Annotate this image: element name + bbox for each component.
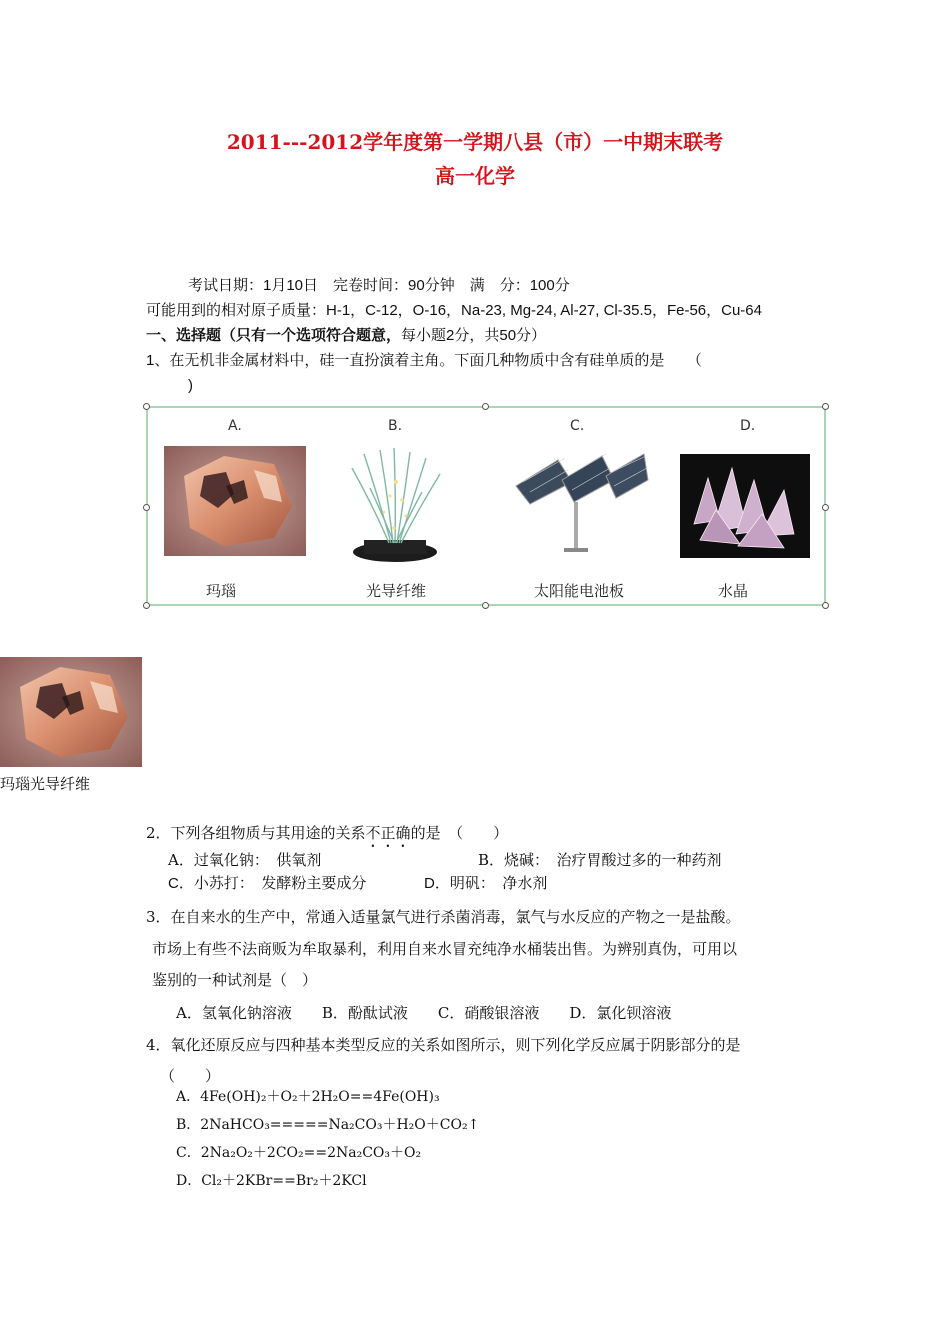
section-heading-rest: 每小题2分，共50分） [401, 327, 547, 344]
option-d-letter: D. [740, 418, 756, 434]
q2-option-b: B．烧碱： 治疗胃酸过多的一种药剂 [478, 851, 722, 869]
stray-caption: 玛瑙光导纤维 [0, 775, 91, 793]
resize-handle[interactable] [482, 602, 489, 609]
option-a-letter: A. [228, 418, 242, 434]
option-b-caption: 光导纤维 [366, 582, 427, 600]
option-b-letter: B. [388, 418, 403, 434]
q3-line-1: 3．在自来水的生产中，常通入适量氯气进行杀菌消毒，氯气与水反应的产物之一是盐酸。 [146, 908, 741, 926]
q1-stem: 1、在无机非金属材料中，硅一直扮演着主角。下面几种物质中含有硅单质的是 （ [146, 352, 702, 369]
resize-handle[interactable] [143, 602, 150, 609]
q2-stem-pre: 2．下列各组物质与其用途的关系 [146, 824, 366, 842]
q4-option-d: D．Cl₂＋2KBr==Br₂＋2KCl [176, 1173, 367, 1189]
q2-option-c: C．小苏打： 发酵粉主要成分 [168, 875, 367, 892]
atomic-masses-line: 可能用到的相对原子质量：H-1，C-12，O-16，Na-23, Mg-24, Al-27, Cl-35.5，Fe-56，Cu-64 [146, 302, 762, 319]
q3-options: A．氢氧化钠溶液 B．酚酞试液 C．硝酸银溶液 D．氯化钡溶液 [176, 1004, 672, 1022]
exam-info-line: 考试日期：1月10日 完卷时间：90分钟 满 分：100分 [188, 277, 570, 294]
resize-handle[interactable] [822, 403, 829, 410]
resize-handle[interactable] [143, 504, 150, 511]
optical-fiber-image [344, 448, 446, 564]
option-c-letter: C. [570, 418, 585, 434]
subject-title: 高一化学 [435, 164, 515, 188]
q2-stem [146, 823, 508, 851]
section-heading-bold: 一、选择题（只有一个选项符合题意， [146, 327, 402, 344]
q4-line-2: （ ） [160, 1067, 221, 1085]
q3-line-3: 鉴别的一种试剂是（ ） [152, 971, 318, 989]
q2-option-a: A．过氧化钠： 供氧剂 [168, 851, 322, 869]
q2-stem-post: 的是 （ ） [410, 824, 509, 842]
resize-handle[interactable] [822, 504, 829, 511]
q4-option-c: C．2Na₂O₂＋2CO₂==2Na₂CO₃＋O₂ [176, 1145, 422, 1161]
exam-title: 2011---2012学年度第一学期八县（市）一中期末联考 [226, 130, 724, 154]
option-a-caption: 玛瑙 [206, 582, 237, 600]
agate-image [164, 446, 306, 556]
option-d-caption: 水晶 [718, 582, 749, 600]
agate-image-duplicate [0, 657, 142, 767]
q2-stem-emphasis: 不正确 [365, 824, 411, 842]
resize-handle[interactable] [822, 602, 829, 609]
solar-panel-image [510, 452, 650, 562]
resize-handle[interactable] [143, 403, 150, 410]
q2-option-d: D．明矾： 净水剂 [424, 875, 548, 892]
section-heading [146, 326, 546, 346]
q3-line-2: 市场上有些不法商贩为牟取暴利，利用自来水冒充纯净水桶装出售。为辨别真伪，可用以 [152, 940, 738, 958]
q4-line-1: 4．氧化还原反应与四种基本类型反应的关系如图所示，则下列化学反应属于阴影部分的是 [146, 1036, 741, 1054]
q1-paren-close: ) [188, 377, 193, 394]
resize-handle[interactable] [482, 403, 489, 410]
quartz-crystal-image [680, 454, 810, 558]
q4-option-b: B．2NaHCO₃=====Na₂CO₃＋H₂O＋CO₂↑ [176, 1117, 480, 1133]
q1-options-figure [146, 406, 826, 606]
option-c-caption: 太阳能电池板 [534, 582, 625, 600]
q4-option-a: A．4Fe(OH)₂＋O₂＋2H₂O==4Fe(OH)₃ [176, 1089, 440, 1105]
